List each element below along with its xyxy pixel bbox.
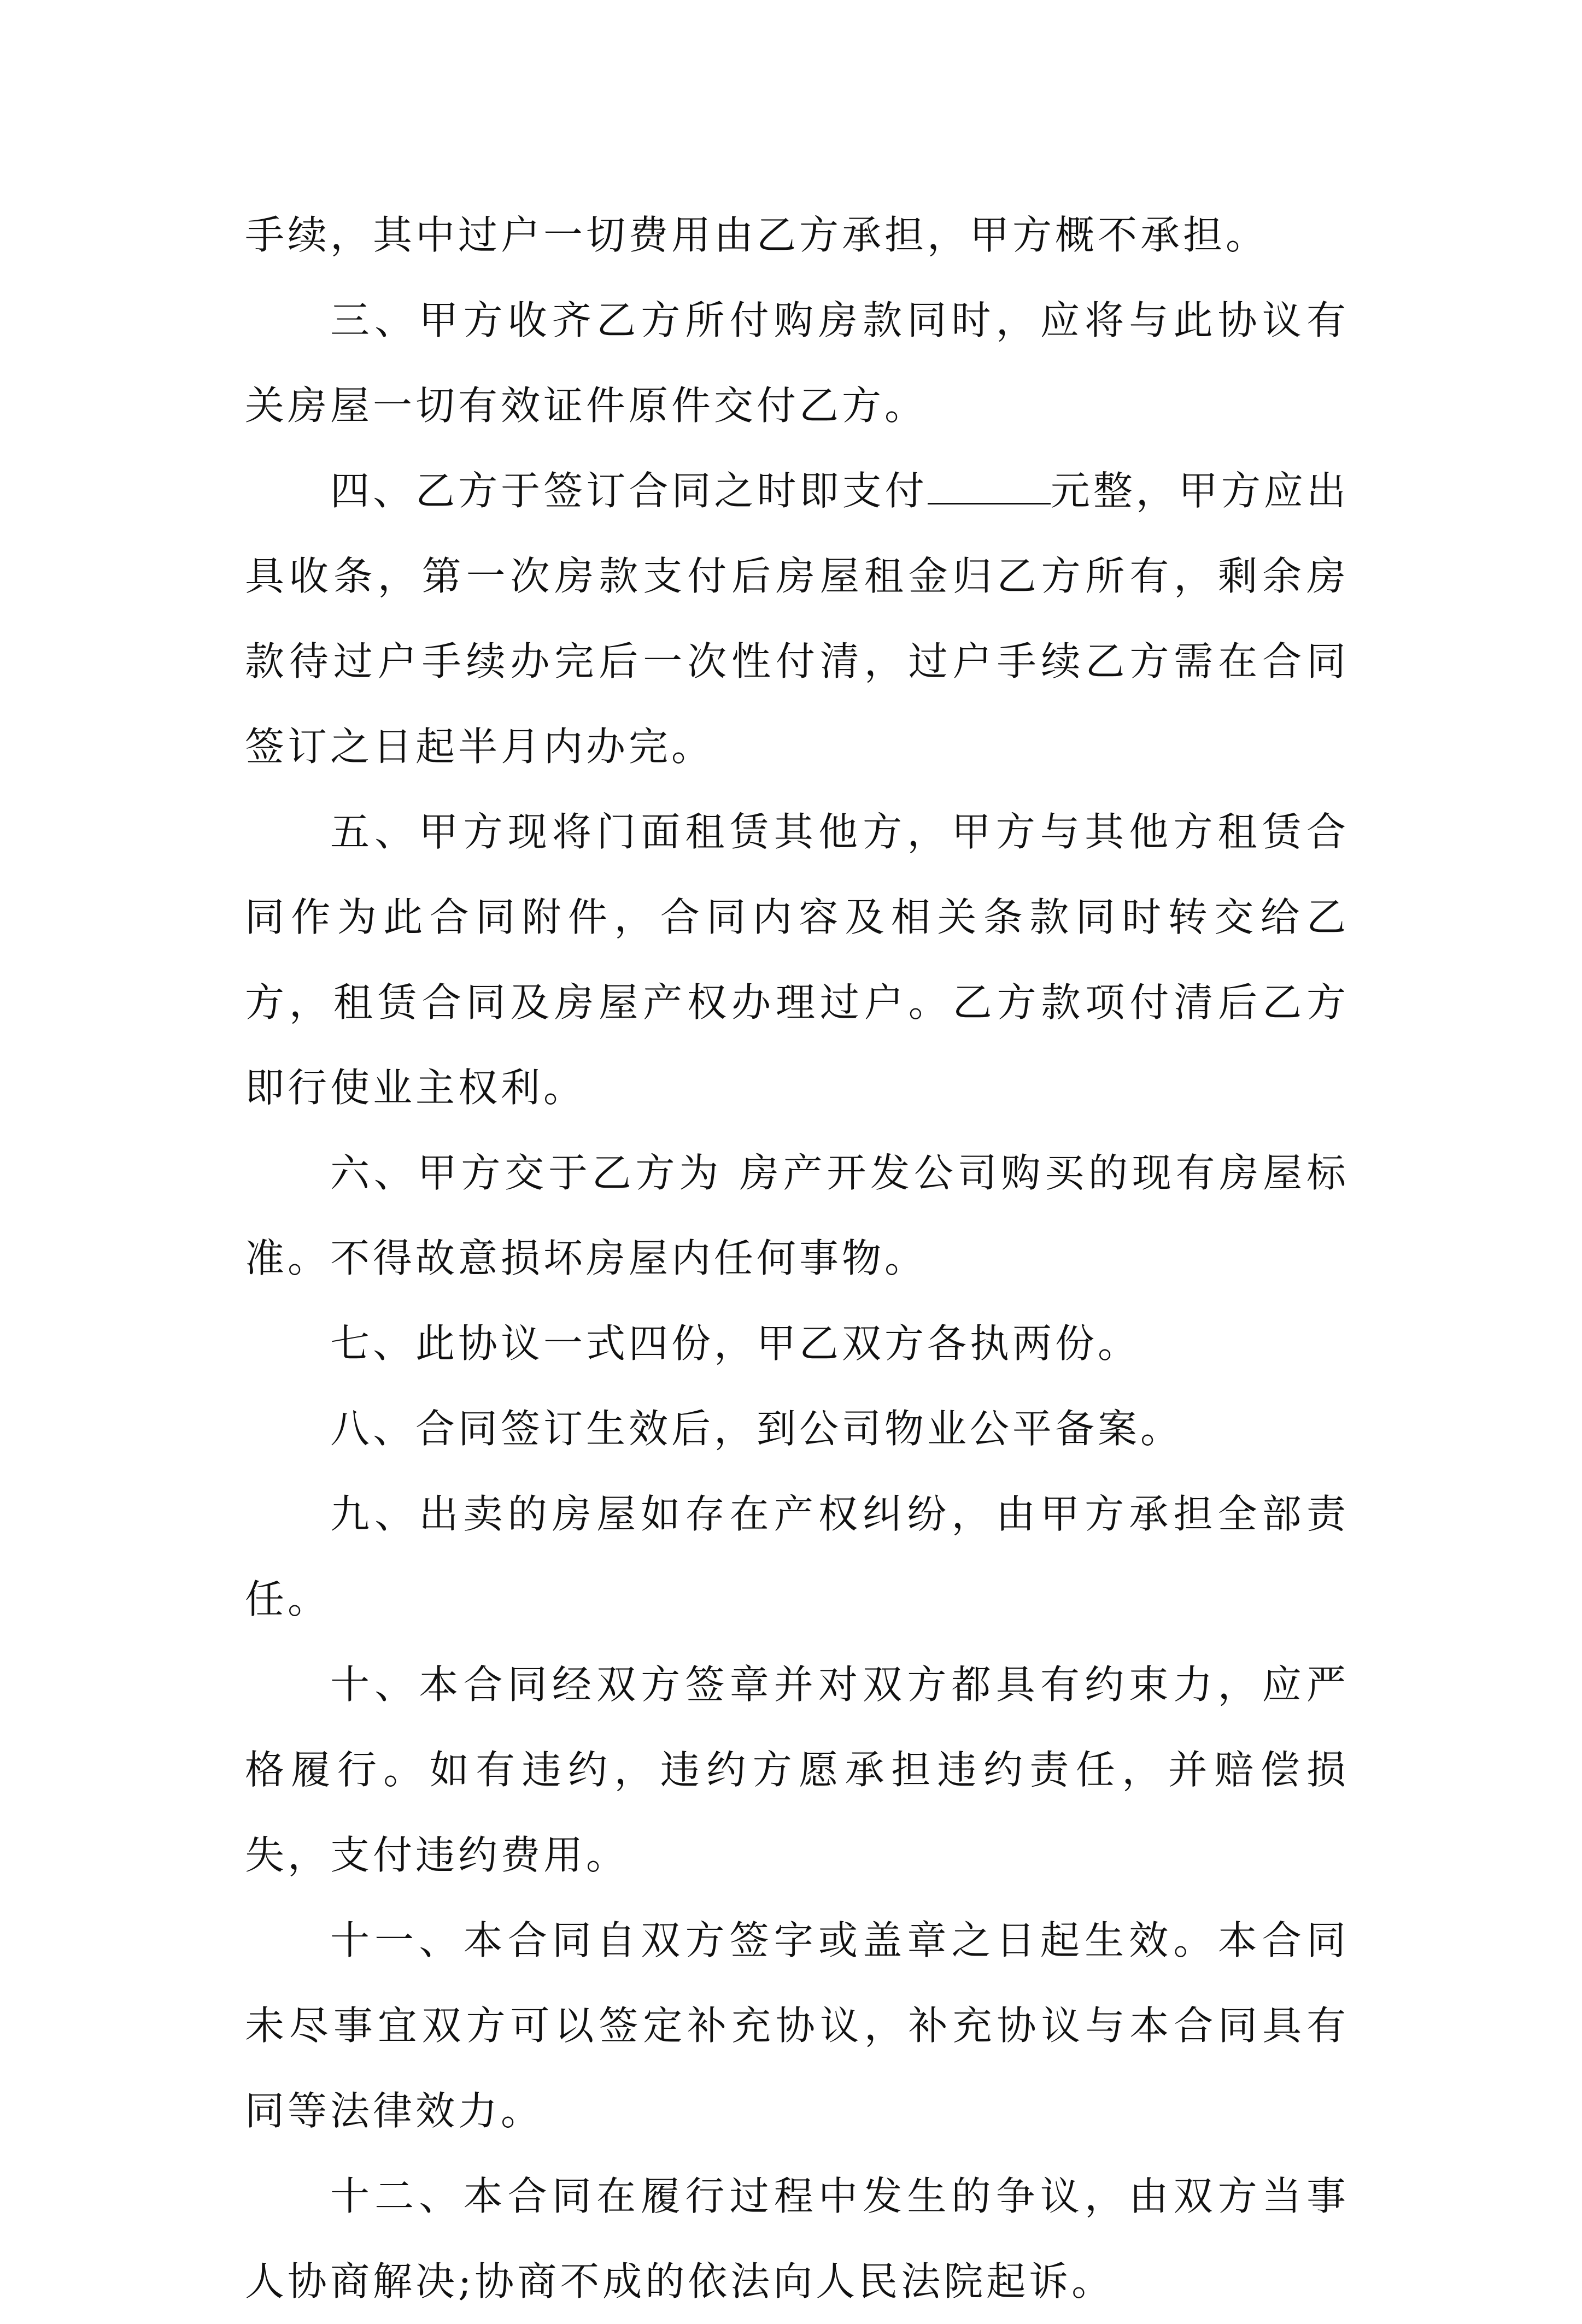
clause-12: 十二、本合同在履行过程中发生的争议，由双方当事人协商解决;协商不成的依法向人民法院起诉。: [245, 2173, 1349, 2304]
clause-4-after: 元整，甲方应出具收条，第一次房款支付后房屋租金归乙方所有，剩余房款待过户手续办完后一次性付清，过户手续乙方需在合同签订之日起半月内办完。: [245, 468, 1349, 770]
clause-4: [245, 448, 1349, 789]
clause-4-before: 四、乙方于签订合同之时即支付: [330, 468, 928, 514]
clause-10: 十、本合同经双方签章并对双方都具有约束力，应严格履行。如有违约，违约方愿承担违约责任，并赔偿损失，支付违约费用。: [245, 1662, 1349, 1878]
payment-amount-blank: [928, 470, 1051, 504]
clause-11: 十一、本合同自双方签字或盖章之日起生效。本合同未尽事宜双方可以签定补充协议，补充协议与本合同具有同等法律效力。: [245, 1917, 1349, 2134]
clause-5: 五、甲方现将门面租赁其他方，甲方与其他方租赁合同作为此合同附件，合同内容及相关条款同时转交给乙方，租赁合同及房屋产权办理过户。乙方款项付清后乙方即行使业主权利。: [245, 809, 1349, 1111]
clause-8: 八、合同签订生效后，到公司物业公平备案。: [330, 1406, 1183, 1452]
clause-continuation: 手续，其中过户一切费用由乙方承担，甲方概不承担。: [245, 212, 1269, 258]
clause-3: 三、甲方收齐乙方所付购房款同时，应将与此协议有关房屋一切有效证件原件交付乙方。: [245, 297, 1349, 429]
clause-7: 七、此协议一式四份，甲乙双方各执两份。: [330, 1321, 1141, 1366]
contract-body: [245, 192, 1349, 2324]
clause-9: 九、出卖的房屋如存在产权纠纷，由甲方承担全部责任。: [245, 1491, 1349, 1622]
clause-6: 六、甲方交于乙方为 房产开发公司购买的现有房屋标准。不得故意损坏房屋内任何事物。: [245, 1150, 1349, 1281]
